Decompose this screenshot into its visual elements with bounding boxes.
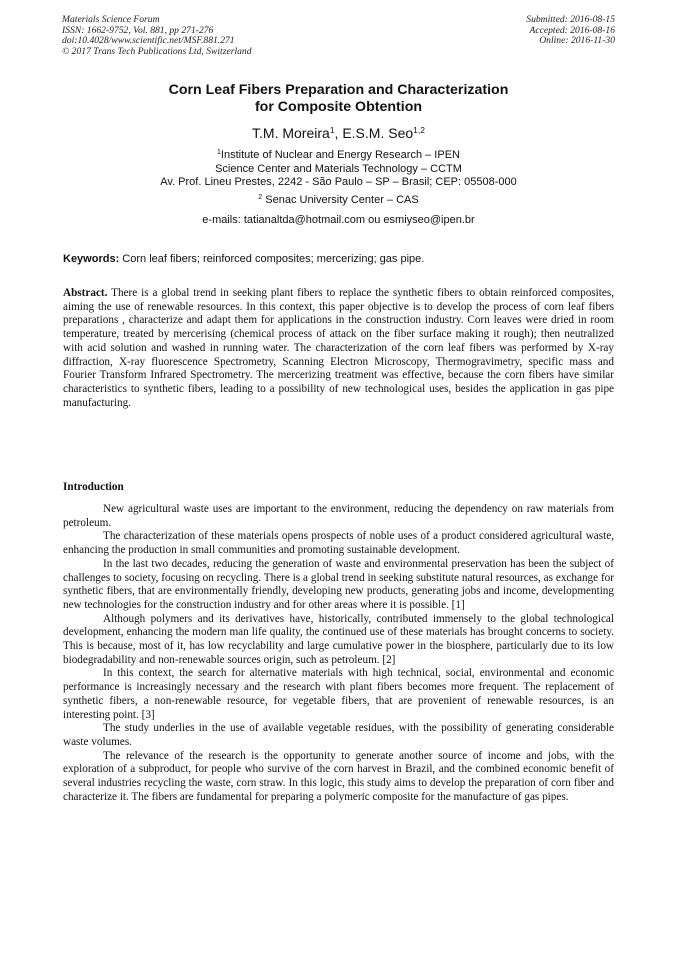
keywords-text: Corn leaf fibers; reinforced composites; mercerizing; gas pipe. — [119, 253, 425, 265]
author-2: E.S.M. Seo — [342, 125, 414, 141]
paragraph: In the last two decades, reducing the generation of waste and environmental preservation has been the subject of challenges to society, focusing on recycling. There is a global trend in seeking substitute natural resources, as exchange for synthetic fibers, that are environmentally friendly, developing new products, generating jobs and income, developmenting new technologies for the construction industry and for other areas where it is possible. [1] — [63, 557, 614, 611]
journal-doi: doi:10.4028/www.scientific.net/MSF.881.271 — [62, 35, 235, 47]
keywords-label: Keywords: — [63, 253, 120, 265]
paper-title — [62, 82, 615, 116]
abstract — [63, 287, 614, 410]
keywords — [63, 252, 616, 266]
author-1-affiliation: 1 — [329, 125, 335, 135]
paragraph: The characterization of these materials opens prospects of noble uses of a product considered agricultural waste, enhancing the production in small communities and promoting sustainable development. — [63, 530, 614, 557]
abstract-label: Abstract. — [63, 287, 108, 299]
title-line-1: Corn Leaf Fibers Preparation and Characterization — [168, 82, 509, 98]
journal-issn: ISSN: 1662-9752, Vol. 881, pp 271-276 — [62, 24, 214, 36]
submitted-date: Submitted: 2016-08-15 — [526, 14, 615, 25]
introduction-body — [63, 503, 614, 804]
introduction-heading: Introduction — [63, 481, 124, 493]
affiliations — [62, 149, 615, 228]
paragraph: The relevance of the research is the opportunity to generate another source of income and jobs, with the exploration of a subproduct, for people who survive of the corn harvest in Brazil, and the combined economic benefit of several industries recycling the waste, corn straw. In this logic, this study aims to develop the preparation of corn fiber and characterize it. The fibers are fundamental for preparing a polymeric composite for the manufacture of gas pipes. — [63, 749, 614, 803]
affiliation-2-number: 2 — [258, 193, 263, 201]
affiliation-1-line-2: Science Center and Materials Technology – CCTM — [215, 162, 462, 175]
online-date: Online: 2016-11-30 — [539, 35, 615, 47]
accepted-date: Accepted: 2016-08-16 — [529, 24, 615, 36]
title-line-2: for Composite Obtention — [254, 99, 423, 115]
paragraph: The study underlies in the use of available vegetable residues, with the possibility of generating considerable waste volumes. — [63, 722, 614, 748]
author-1: T.M. Moreira — [252, 125, 330, 141]
author-list — [62, 124, 615, 142]
paragraph: In this context, the search for alternative materials with high technical, social, environmental and economic performance is increasingly necessary and the research with plant fibers becomes more frequent. The replacement of synthetic fibers, a non-renewable resource, for vegetable fibers, that are provenient of renewable resources, is an interesting point. [3] — [63, 667, 614, 721]
author-separator: , — [334, 125, 343, 141]
affiliation-1-number: 1 — [217, 149, 221, 156]
journal-name: Materials Science Forum — [62, 14, 160, 25]
affiliation-1-institute: Institute of Nuclear and Energy Research – IPEN — [220, 149, 460, 161]
affiliation-2-institute: Senac University Center – CAS — [265, 193, 419, 206]
journal-copyright: © 2017 Trans Tech Publications Ltd, Switzerland — [62, 46, 252, 58]
affiliation-1-line-1 — [62, 149, 615, 163]
submission-dates — [526, 15, 615, 47]
paragraph: New agricultural waste uses are important to the environment, reducing the dependency on raw materials from petroleum. — [63, 503, 614, 529]
author-emails: e-mails: tatianaltda@hotmail.com ou esmiyseo@ipen.br — [202, 214, 475, 226]
paragraph: Although polymers and its derivatives have, historically, contributed immensely to the global technological development, enhancing the modern man life quality, the continued use of these materials has brought concerns to society. This is because, most of it, has low recyclability and large cumulative power in the biosphere, particularly due to its low biodegradability and non-renewable sources origin, such as petroleum. [2] — [63, 612, 614, 666]
affiliation-1-address: Av. Prof. Lineu Prestes, 2242 - São Paulo – SP – Brasil; CEP: 05508-000 — [160, 176, 517, 188]
journal-info — [62, 15, 252, 58]
abstract-text: There is a global trend in seeking plant fibers to replace the synthetic fibers to obtain reinforced composites, aiming the use of renewable resources. In this context, this paper objective is to develop the process of corn leaf fibers preparations , characterize and adapt them for applications in the construction industry. Corn leaves were dried in room temperature, treated by mercerising (chemical process of attack on the fiber surface making it rough); then neutralized with acid solution and washed in running water. The characterization of the corn leaf fibers was performed by X-ray diffraction, X-ray fluorescence Spectrometry, Scanning Electron Microscopy, Thermogravimetry, specific mass and Fourier Transform Infrared Spectrometry. The mercerizing treatment was effective, because the corn fibers have similar characteristics to synthetic fibers, leading to a possibility of new technological uses, besides the application in gas pipe manufacturing. — [63, 287, 614, 409]
author-2-affiliation: 1,2 — [413, 125, 425, 135]
affiliation-2-line-1 — [62, 194, 615, 208]
